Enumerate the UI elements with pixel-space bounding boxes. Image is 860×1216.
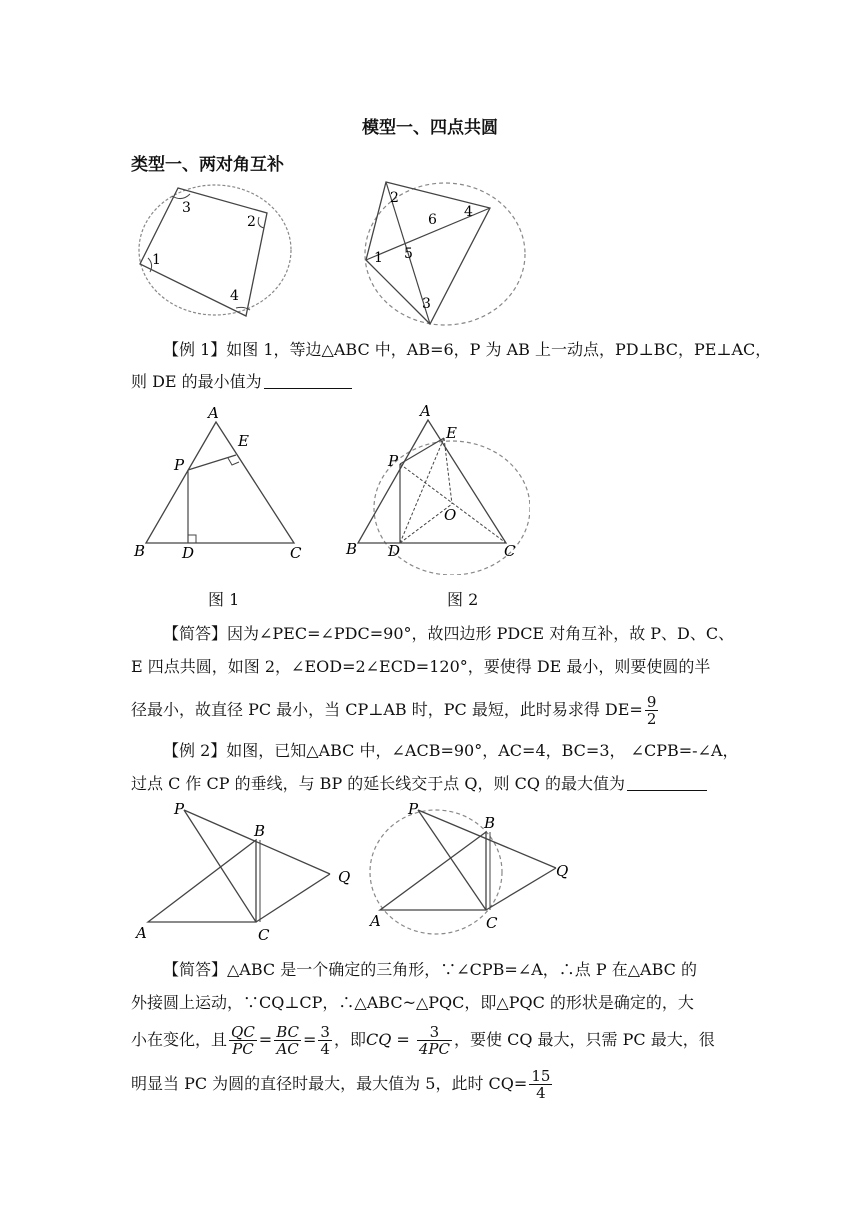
figure-1	[128, 400, 318, 565]
angle-label: 2	[390, 190, 399, 206]
figure-cyclic-quad-left	[134, 182, 296, 320]
point-label: P	[388, 452, 399, 470]
point-label: C	[290, 544, 302, 562]
fraction	[645, 694, 659, 727]
example-1-text: 【例 1】如图 1，等边△ABC 中，AB=6，P 为 AB 上一动点，PD⊥BC，PE⊥AC，	[163, 340, 772, 359]
point-label: D	[182, 544, 195, 562]
fraction-denominator: AC	[276, 1040, 299, 1058]
point-label: B	[134, 542, 146, 560]
angle-label: 1	[152, 252, 161, 268]
figure-cyclic-quad-right	[360, 178, 532, 328]
point-label: Q	[556, 862, 569, 880]
fraction-numerator: BC	[276, 1023, 299, 1041]
point-label: A	[136, 924, 147, 942]
example-2-line-2	[131, 774, 707, 794]
figure-1-caption: 图 1	[208, 590, 240, 609]
answer-1-line-3	[131, 690, 660, 730]
cq-symbol: CQ	[365, 1030, 392, 1049]
fraction-denominator: 4	[536, 1084, 546, 1102]
angle-label: 1	[374, 250, 383, 266]
point-label: B	[254, 822, 266, 840]
answer-1-line-2: E 四点共圆，如图 2，∠EOD=2∠ECD=120°，要使得 DE 最小，则要使圆的半	[131, 657, 711, 676]
answer-2-line-2: 外接圆上运动，∵CQ⊥CP，∴△ABC~△PQC，即△PQC 的形状是确定的，大	[131, 993, 694, 1012]
angle-label: 6	[428, 212, 437, 228]
angle-label: 3	[182, 200, 191, 216]
example-1-question	[131, 372, 352, 392]
point-label: B	[484, 814, 496, 832]
point-label: C	[258, 926, 270, 944]
answer-1-line-3-text: 径最小，故直径 PC 最小，当 CP⊥AB 时，PC 最短，此时易求得 DE=	[131, 700, 643, 719]
point-label: C	[504, 542, 516, 560]
section-heading: 类型一、两对角互补	[131, 155, 284, 175]
fraction-numerator: 3	[417, 1024, 452, 1041]
point-label: A	[420, 402, 431, 420]
figure-2-caption: 图 2	[447, 590, 479, 609]
point-label: B	[346, 540, 358, 558]
answer-2-line-1: 【简答】△ABC 是一个确定的三角形，∵∠CPB=∠A，∴点 P 在△ABC 的	[163, 960, 697, 979]
fraction	[229, 1024, 257, 1057]
fraction-denominator: 4	[320, 1040, 330, 1058]
answer-2-line-4	[131, 1064, 554, 1104]
figure-example-2-left	[130, 800, 360, 945]
point-label: D	[388, 542, 401, 560]
answer-2-line-3-a: 小在变化，且	[131, 1030, 228, 1049]
fraction	[529, 1068, 552, 1101]
fraction-denominator: 2	[646, 710, 657, 728]
answer-2-line-3: 小在变化，且 $\frac{QC}{PC}$ = $\frac{BC}{AC}$ = $\frac{3}{4}$ ，即CQ = $\frac{3}{4PC}$ ，要使 CQ 最大，只需 PC 最大，很	[131, 1023, 715, 1058]
point-label: A	[208, 404, 219, 422]
page-title: 模型一、四点共圆	[362, 118, 498, 138]
example-1-question-text: 则 DE 的最小值为	[131, 372, 262, 391]
point-label: A	[370, 912, 381, 930]
point-label: Q	[338, 868, 351, 886]
angle-label: 4	[230, 288, 239, 304]
answer-blank	[627, 774, 707, 791]
point-label: E	[446, 424, 457, 442]
answer-2-line-4-text: 明显当 PC 为圆的直径时最大，最大值为 5，此时 CQ=	[131, 1074, 528, 1093]
angle-label: 2	[247, 214, 256, 230]
angle-label: 5	[404, 246, 413, 262]
point-label: P	[174, 800, 185, 818]
fraction-numerator: QC	[231, 1023, 255, 1041]
fraction-denominator: PC	[232, 1040, 254, 1058]
fraction-numerator: 15	[531, 1067, 551, 1085]
point-label: O	[444, 506, 457, 524]
answer-1-line-1: 【简答】因为∠PEC=∠PDC=90°，故四边形 PDCE 对角互补，故 P、D、C、	[163, 624, 735, 643]
fraction-denominator: 4PC	[418, 1040, 451, 1058]
example-2-line-2-text: 过点 C 作 CP 的垂线，与 BP 的延长线交于点 Q，则 CQ 的最大值为	[131, 774, 626, 793]
point-label: P	[174, 456, 185, 474]
figure-example-2-right	[366, 798, 581, 943]
fraction-numerator: 3	[320, 1023, 330, 1041]
angle-label: 3	[422, 296, 431, 312]
fraction	[417, 1024, 452, 1057]
fraction	[318, 1024, 332, 1057]
angle-label: 4	[464, 204, 473, 220]
figure-2	[340, 400, 530, 575]
answer-2-line-3-b: ，即	[333, 1030, 366, 1049]
fraction	[274, 1024, 301, 1057]
answer-2-line-3-c: ，要使 CQ 最大，只需 PC 最大，很	[454, 1030, 715, 1049]
point-label: P	[408, 800, 419, 818]
answer-blank	[264, 372, 352, 389]
fraction-numerator: 9	[646, 693, 657, 711]
point-label: C	[486, 914, 498, 932]
example-2-line-1: 【例 2】如图，已知△ABC 中，∠ACB=90°，AC=4，BC=3， ∠CPB=-∠A，	[163, 741, 739, 760]
point-label: E	[238, 432, 249, 450]
